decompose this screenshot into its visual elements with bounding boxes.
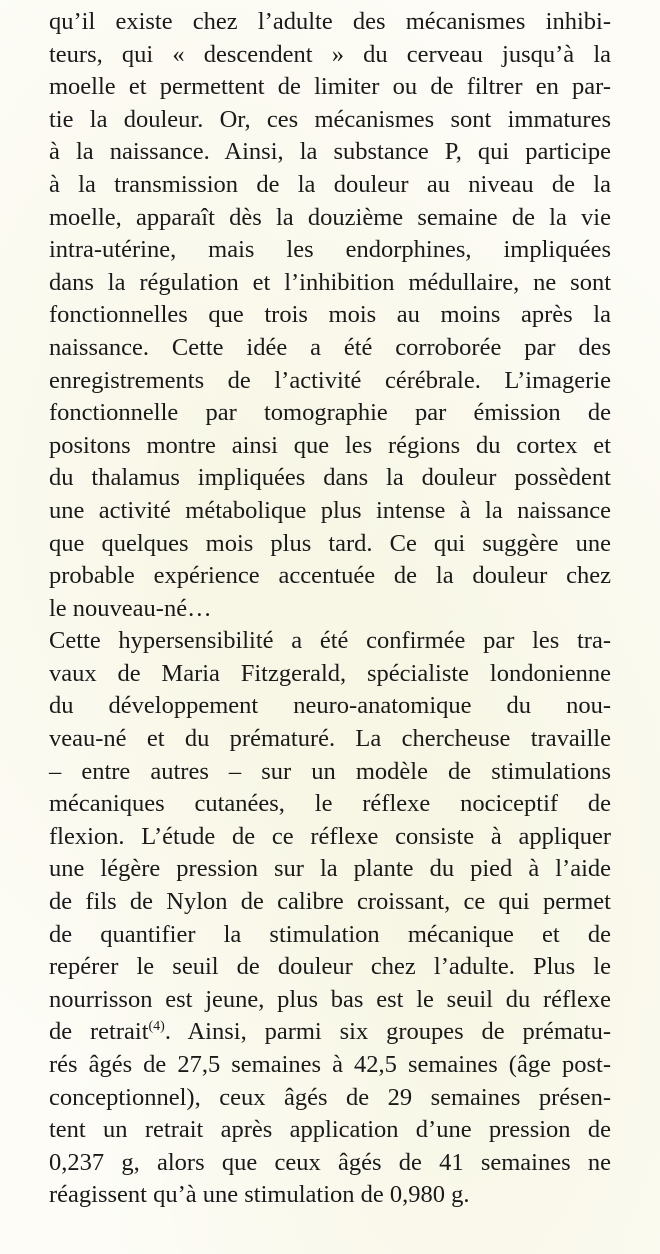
footnote-reference: (4) (148, 1019, 165, 1035)
text-line: du développement neuro-anatomique du nou- (49, 692, 611, 720)
text-line: à la transmission de la douleur au niveau de la (49, 170, 611, 198)
text-line: veau-né et du prématuré. La chercheuse travaille (49, 725, 611, 753)
text-line: nourrisson est jeune, plus bas est le seuil du réflexe (49, 985, 611, 1013)
text-line: tie la douleur. Or, ces mécanismes sont immatures (49, 105, 611, 133)
text-line: moelle, apparaît dès la douzième semaine de la vie (49, 203, 611, 231)
text-line: fonctionnelle par tomographie par émission de (49, 399, 611, 427)
text-line: probable expérience accentuée de la douleur chez (49, 562, 611, 590)
text-line: fonctionnelles que trois mois au moins après la (49, 301, 611, 329)
text-line: naissance. Cette idée a été corroborée par des (49, 333, 611, 361)
text-line: de fils de Nylon de calibre croissant, ce qui permet (49, 888, 611, 916)
text-line: mécaniques cutanées, le réflexe nociceptif de (49, 790, 611, 818)
text-line: le nouveau-né… (49, 594, 212, 622)
text-line: 0,237 g, alors que ceux âgés de 41 semaines ne (49, 1148, 611, 1176)
text-line-with-footnote (49, 1016, 611, 1049)
text-line: de quantifier la stimulation mécanique et de (49, 920, 611, 948)
text-line: du thalamus impliquées dans la douleur possèdent (49, 464, 611, 492)
text-line: moelle et permettent de limiter ou de filtrer en par- (49, 73, 611, 101)
text-line: réagissent qu’à une stimulation de 0,980 g. (49, 1181, 470, 1209)
body-text (49, 6, 611, 1212)
text-fragment: . Ainsi, parmi six groupes de prématu- (164, 1018, 611, 1046)
text-line: flexion. L’étude de ce réflexe consiste à appliquer (49, 822, 611, 850)
text-line: vaux de Maria Fitzgerald, spécialiste londonienne (49, 659, 611, 687)
text-line: conceptionnel), ceux âgés de 29 semaines présen- (49, 1083, 611, 1111)
text-line: positons montre ainsi que les régions du cortex et (49, 431, 611, 459)
text-line: tent un retrait après application d’une pression de (49, 1116, 611, 1144)
text-line: qu’il existe chez l’adulte des mécanismes inhibi- (49, 8, 611, 35)
text-line: enregistrements de l’activité cérébrale. L’imagerie (49, 366, 611, 394)
text-line: une légère pression sur la plante du pied à l’aide (49, 855, 611, 883)
text-line: repérer le seuil de douleur chez l’adulte. Plus le (49, 953, 611, 981)
text-line: à la naissance. Ainsi, la substance P, qui participe (49, 138, 611, 166)
text-line: une activité métabolique plus intense à la naissance (49, 496, 611, 524)
text-line: que quelques mois plus tard. Ce qui suggère une (49, 529, 611, 557)
text-line: rés âgés de 27,5 semaines à 42,5 semaines (âge post- (49, 1051, 611, 1078)
text-line: intra-utérine, mais les endorphines, impliquées (49, 236, 611, 264)
text-fragment: de retrait (49, 1018, 149, 1046)
text-line: – entre autres – sur un modèle de stimulations (49, 757, 611, 785)
text-line: teurs, qui « descendent » du cerveau jusqu’à la (49, 40, 611, 68)
text-line: Cette hypersensibilité a été confirmée par les tra- (49, 627, 611, 655)
text-line: dans la régulation et l’inhibition médullaire, ne sont (49, 268, 611, 296)
